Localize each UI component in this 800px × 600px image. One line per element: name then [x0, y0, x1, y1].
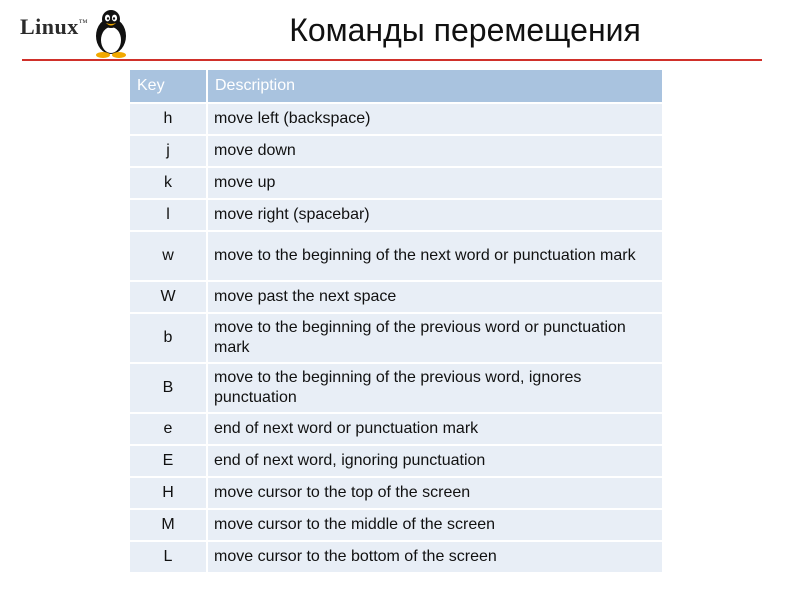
header-key: Key [130, 70, 208, 104]
table-row [130, 510, 662, 542]
linux-logo [20, 8, 130, 58]
table-row [130, 282, 662, 314]
table-header-row [130, 70, 662, 104]
table-row [130, 104, 662, 136]
description-cell: move to the beginning of the previous word or punctuation mark [208, 314, 662, 364]
logo-text: Linux™ [20, 14, 89, 39]
tux-penguin-icon [90, 8, 132, 58]
description-cell: move cursor to the bottom of the screen [208, 542, 662, 574]
description-cell: end of next word or punctuation mark [208, 414, 662, 446]
description-cell: move to the beginning of the previous word, ignores punctuation [208, 364, 662, 414]
table-row [130, 478, 662, 510]
table-row [130, 168, 662, 200]
key-cell: E [130, 446, 208, 478]
key-cell: k [130, 168, 208, 200]
key-cell: l [130, 200, 208, 232]
table-row [130, 364, 662, 414]
description-cell: move right (spacebar) [208, 200, 662, 232]
description-cell: move down [208, 136, 662, 168]
key-cell: W [130, 282, 208, 314]
movement-commands-table [130, 70, 662, 574]
description-cell: move cursor to the top of the screen [208, 478, 662, 510]
description-cell: move past the next space [208, 282, 662, 314]
description-cell: move up [208, 168, 662, 200]
description-cell: move to the beginning of the next word or punctuation mark [208, 232, 662, 282]
description-cell: move cursor to the middle of the screen [208, 510, 662, 542]
key-cell: h [130, 104, 208, 136]
description-cell: end of next word, ignoring punctuation [208, 446, 662, 478]
description-cell: move left (backspace) [208, 104, 662, 136]
table-row [130, 542, 662, 574]
table-row [130, 200, 662, 232]
key-cell: b [130, 314, 208, 364]
key-cell: H [130, 478, 208, 510]
table-row [130, 446, 662, 478]
key-cell: M [130, 510, 208, 542]
key-cell: e [130, 414, 208, 446]
key-cell: L [130, 542, 208, 574]
key-cell: w [130, 232, 208, 282]
trademark-mark: ™ [78, 17, 89, 28]
header-description: Description [208, 70, 662, 104]
table-row [130, 136, 662, 168]
page-title: Команды перемещения [289, 12, 641, 48]
title-divider [22, 59, 762, 61]
table-row [130, 314, 662, 364]
key-cell: B [130, 364, 208, 414]
key-cell: j [130, 136, 208, 168]
table-row [130, 232, 662, 282]
table-row [130, 414, 662, 446]
